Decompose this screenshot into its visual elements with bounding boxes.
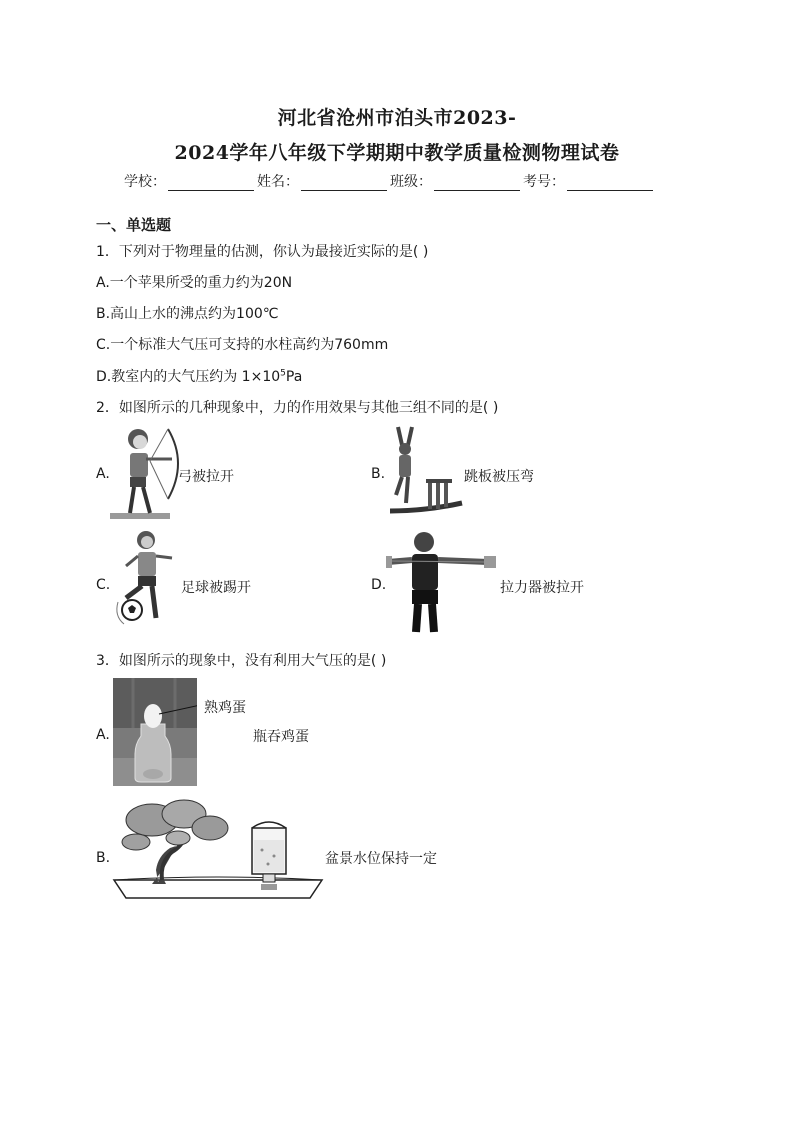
exam-no-label: 考号：	[523, 174, 565, 190]
q2-option-a-caption: 弓被拉开	[178, 469, 234, 485]
q3-stem: 3．如图所示的现象中，没有利用大气压的是( )	[96, 653, 387, 669]
q2-option-d-caption: 拉力器被拉开	[500, 580, 584, 596]
q1-option-d-exponent: 5	[280, 368, 286, 379]
q2-option-d-letter[interactable]: D.	[371, 577, 387, 593]
q2-stem: 2．如图所示的几种现象中，力的作用效果与其他三组不同的是( )	[96, 400, 499, 416]
q2-option-b-caption: 跳板被压弯	[464, 469, 534, 485]
page-title-line2: 2024学年八年级下学期期中教学质量检测物理试卷	[174, 142, 620, 164]
q2-option-a-letter[interactable]: A.	[96, 466, 110, 482]
q1-option-a[interactable]: A.一个苹果所受的重力约为20N	[96, 275, 293, 291]
q3-option-b-letter[interactable]: B.	[96, 850, 111, 866]
chest-expander-man-image	[386, 530, 498, 634]
q1-stem: 1．下列对于物理量的估测，你认为最接近实际的是( )	[96, 244, 429, 260]
soccer-kick-image	[112, 528, 182, 628]
class-label: 班级：	[390, 174, 432, 190]
school-label: 学校：	[124, 174, 166, 190]
bonsai-water-tray-image	[112, 798, 324, 910]
q1-option-d-prefix: D.教室内的大气压约为 1×10	[96, 369, 281, 385]
class-blank[interactable]	[434, 176, 520, 191]
diver-springboard-image	[386, 423, 466, 519]
exam-no-blank[interactable]	[567, 176, 653, 191]
q1-option-b[interactable]: B.高山上水的沸点约为100℃	[96, 306, 279, 322]
egg-in-bottle-photo	[113, 678, 197, 786]
q3-option-a-letter[interactable]: A.	[96, 727, 110, 743]
school-blank[interactable]	[168, 176, 254, 191]
name-blank[interactable]	[301, 176, 387, 191]
page-title-line1: 河北省沧州市泊头市2023-	[277, 107, 517, 129]
q3-option-a-caption: 瓶吞鸡蛋	[253, 729, 309, 745]
section-title: 一、单选题	[96, 216, 172, 234]
q1-option-d[interactable]	[96, 366, 302, 386]
archer-girl-image	[110, 425, 185, 521]
q1-option-c[interactable]: C.一个标准大气压可支持的水柱高约为760mm	[96, 337, 389, 353]
student-info-row	[124, 171, 656, 191]
q2-option-c-caption: 足球被踢开	[181, 580, 251, 596]
q2-option-b-letter[interactable]: B.	[371, 466, 386, 482]
q2-option-c-letter[interactable]: C.	[96, 577, 111, 593]
q3-option-a-annotation: 熟鸡蛋	[204, 700, 246, 716]
name-label: 姓名：	[257, 174, 299, 190]
q3-option-b-caption: 盆景水位保持一定	[325, 851, 437, 867]
q1-option-d-suffix: Pa	[285, 369, 303, 385]
